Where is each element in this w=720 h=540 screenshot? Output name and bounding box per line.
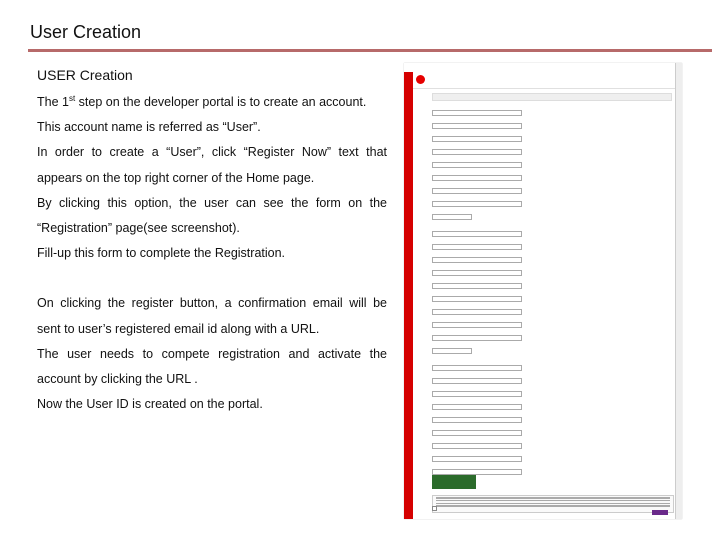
paragraph-6-line-2: sent to user’s registered email id along with a URL. [37,321,320,336]
screenshot-field [432,252,522,263]
screenshot-field [432,278,522,289]
vodafone-logo-icon [416,75,425,84]
body-text [37,64,387,417]
screenshot-field [432,239,522,250]
screenshot-scrollbar [675,63,682,519]
screenshot-field [432,464,522,475]
screenshot-field [432,265,522,276]
screenshot-field [432,399,522,410]
paragraph-2: This account name is referred as “User”. [37,120,261,135]
p1-text-b: step on the developer portal is to create an account. [75,95,367,109]
paragraph-4-line-1: By clicking this option, the user can see the form on the [37,195,387,210]
screenshot-field [432,196,522,207]
paragraph-3-line-1: In order to create a “User”, click “Register Now” text that [37,145,387,160]
paragraph-8: Now the User ID is created on the portal. [37,397,263,412]
screenshot-field [432,425,522,436]
paragraph-7-line-1: The user needs to compete registration and activate the [37,346,387,361]
screenshot-field [432,386,522,397]
terms-box [432,495,674,513]
screenshot-field [432,330,522,341]
p1-text-a: The 1 [37,95,69,109]
screenshot-field [432,438,522,449]
title-divider [28,49,712,52]
screenshot-field [432,170,522,181]
screenshot-field [432,105,522,116]
screenshot-field [432,304,522,315]
register-button [652,510,668,515]
screenshot-field [432,131,522,142]
spacer [37,266,387,291]
screenshot-red-sidebar [404,72,413,519]
paragraph-3-line-2: appears on the top right corner of the Home page. [37,170,315,185]
registration-screenshot [404,63,682,519]
screenshot-field [432,412,522,423]
paragraph-7-line-2: account by clicking the URL . [37,372,198,387]
screenshot-field [432,291,522,302]
terms-checkbox [432,506,437,511]
paragraph-6-line-1: On clicking the register button, a confirmation email will be [37,296,387,311]
section-heading: USER Creation [37,67,133,83]
screenshot-field [432,451,522,462]
screenshot-field [432,183,522,194]
screenshot-field [432,144,522,155]
paragraph-5: Fill-up this form to complete the Registration. [37,246,286,261]
screenshot-field [432,118,522,129]
screenshot-field [432,226,522,237]
paragraph-4-line-2: “Registration” page(see screenshot). [37,221,240,236]
screenshot-field [432,373,522,384]
screenshot-navbar [404,72,682,89]
screenshot-form-header [432,93,672,101]
paragraph-1 [37,90,387,115]
screenshot-field [432,343,522,354]
screenshot-field [432,209,522,220]
screenshot-field [432,360,522,371]
screenshot-field [432,317,522,328]
screenshot-field [432,157,522,168]
slide-title: User Creation [30,22,142,42]
p1-superscript: st [68,93,76,103]
captcha-image [432,475,476,489]
